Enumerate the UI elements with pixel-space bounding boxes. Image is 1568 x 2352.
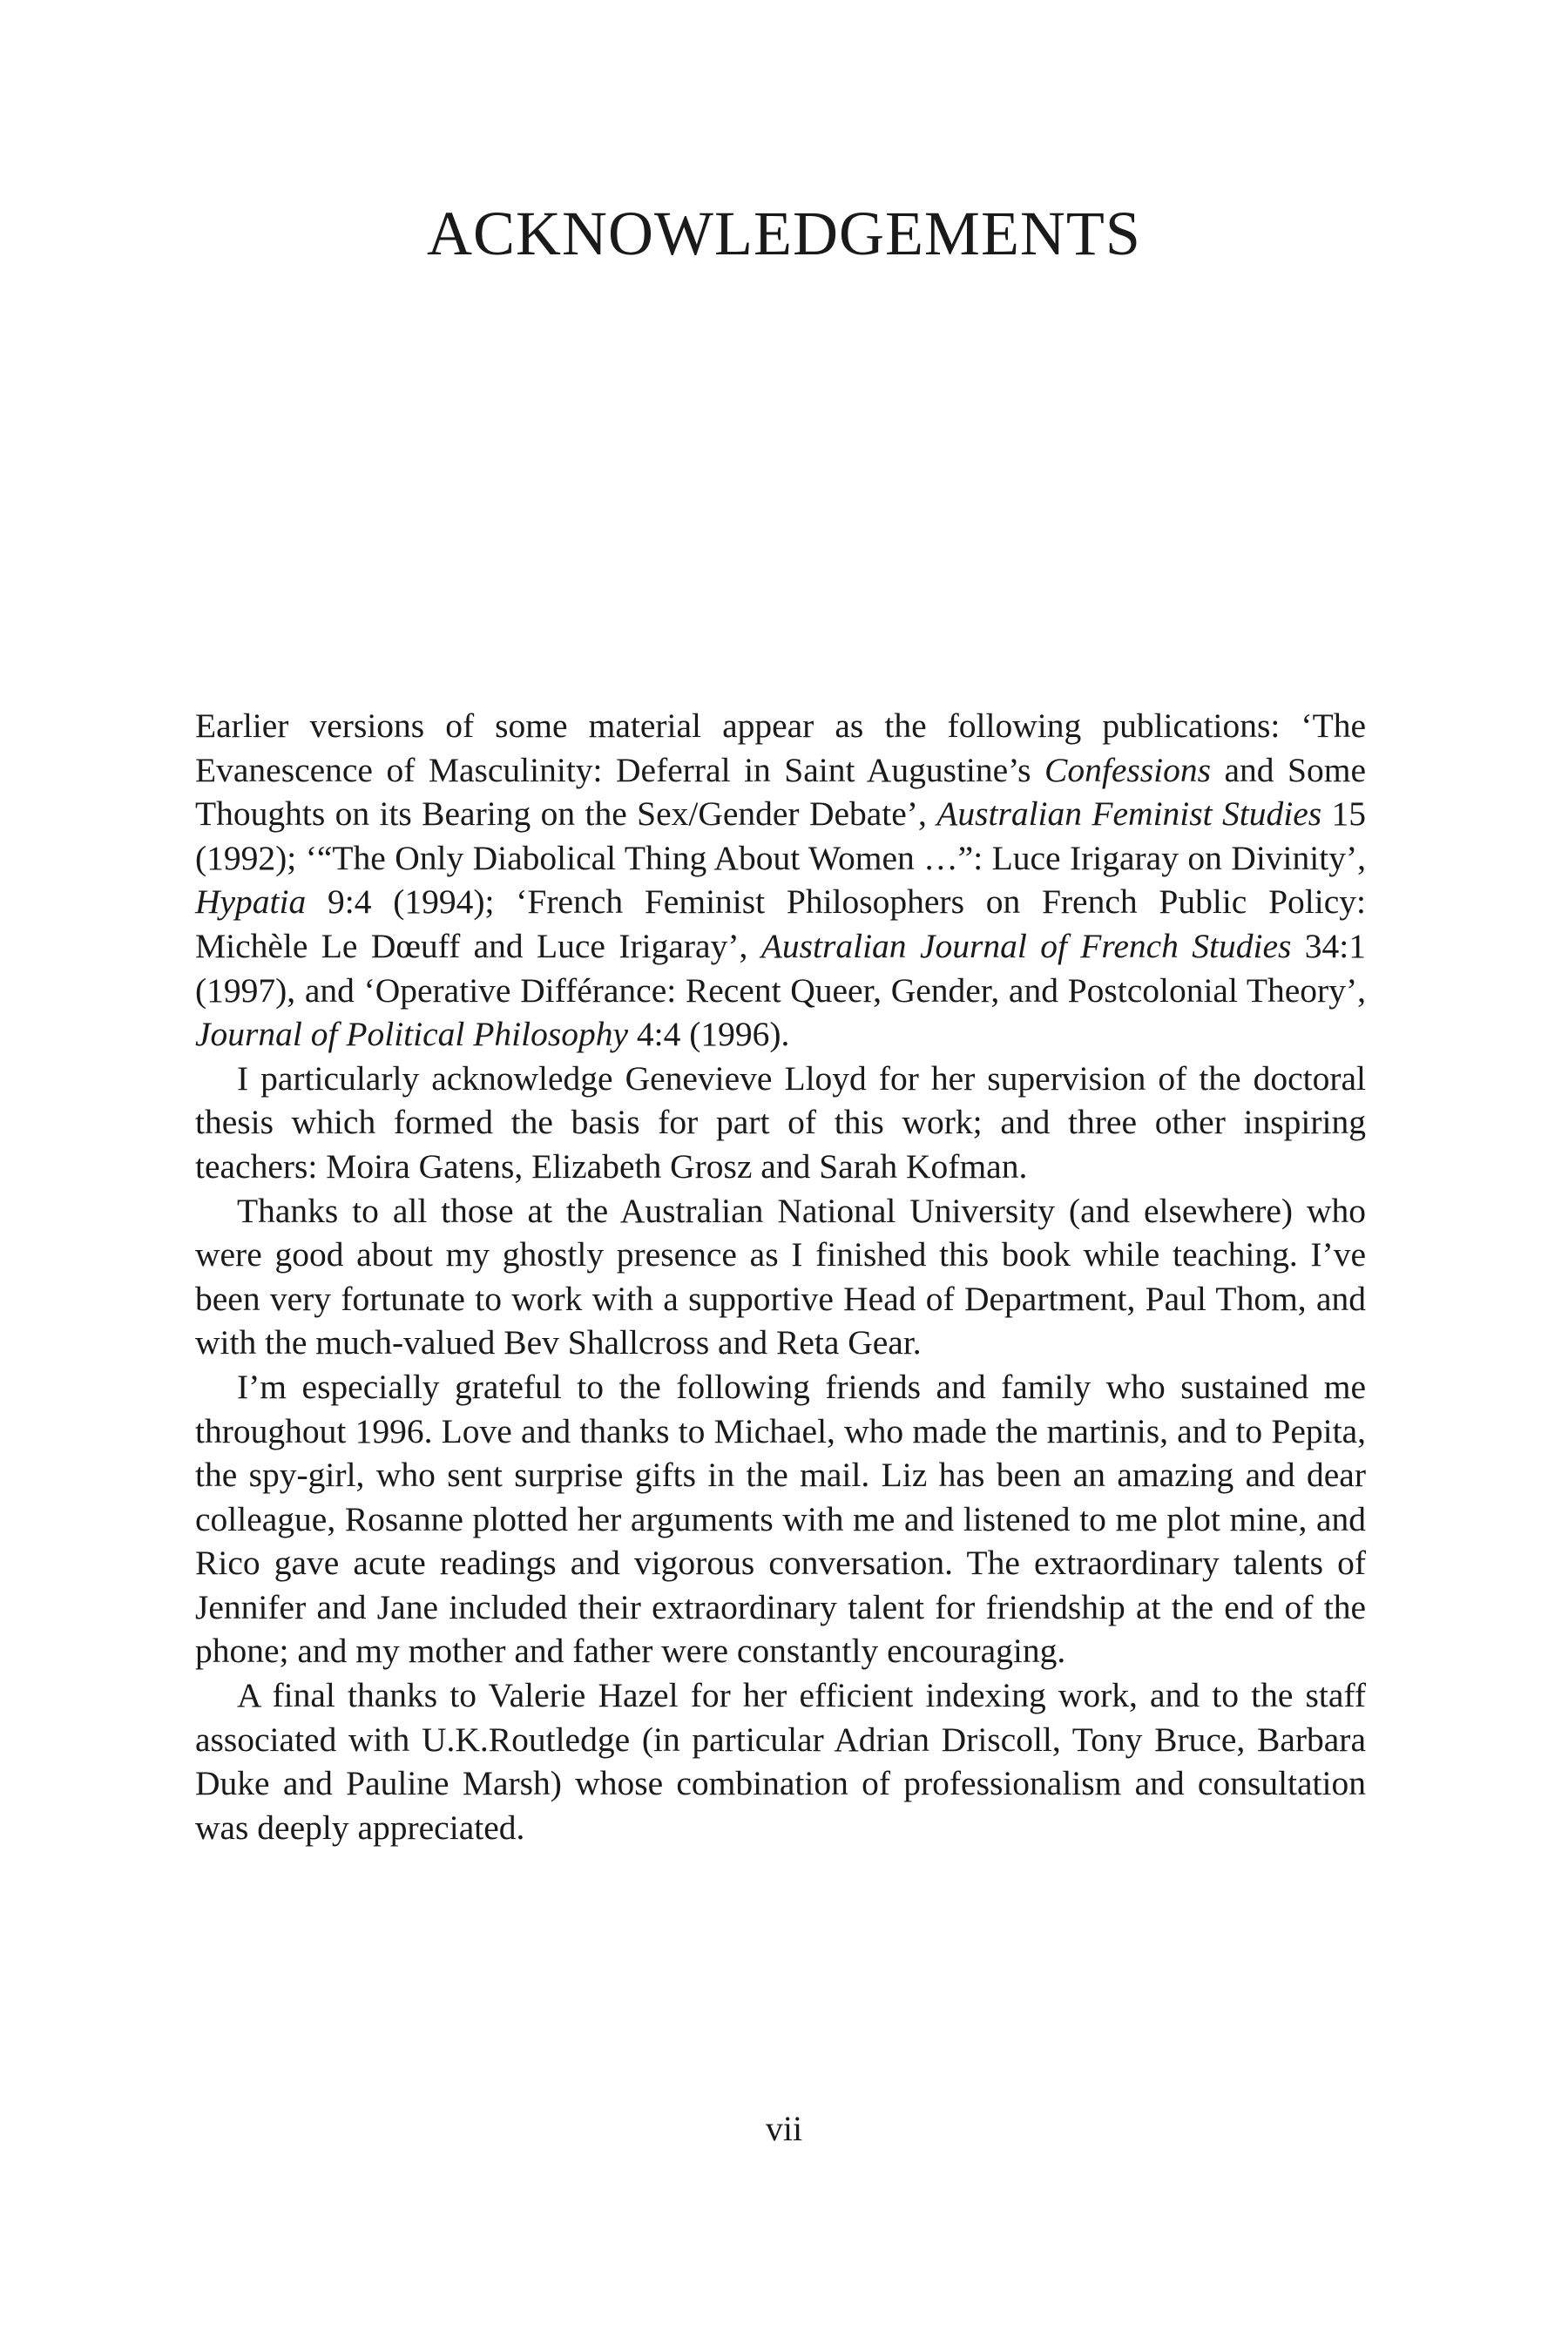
publication-title: Journal of Political Philosophy [195,1015,628,1054]
text-run: A final thanks to Valerie Hazel for her efficient indexing work, and to the staff associated with U.K.Routledge (in particular Adrian Driscoll, Tony Bruce, Barbara Duke and Pauline Marsh) whose combination of professionalism and consultation was deeply appreciated. [195,1676,1366,1847]
text-run: I particularly acknowledge Genevieve Lloyd for her supervision of the doctoral thesis which formed the basis for part of this work; and three other inspiring teachers: Moira Gatens, Elizabeth Grosz and Sarah Kofman. [195,1058,1366,1186]
page-title: ACKNOWLEDGEMENTS [427,199,1141,268]
page-number: vii [765,2109,803,2148]
paragraph-supervision [195,1057,1366,1189]
publication-title: Hypatia [195,882,307,922]
text-run: Thanks to all those at the Australian National University (and elsewhere) who were good about my ghostly presence as I finished this book while teaching. I’ve been very fortunate to work with a supportive Head of Department, Paul Thom, and with the much-valued Bev Shallcross and Reta Gear. [195,1191,1366,1362]
paragraph-publications [195,704,1366,1057]
paragraph-anu-thanks [195,1189,1366,1365]
publication-title: Confessions [1044,750,1211,789]
text-run: Earlier versions of some material appear as the following publications: ‘The Evanescence of Masculinity: Deferral in Saint Augustine’s [195,706,1366,789]
paragraph-friends-family [195,1365,1366,1673]
text-run: and Some Thoughts on its Bearing on the Sex/Gender Debate’, [195,750,1366,834]
text-run: 4:4 (1996). [628,1015,790,1054]
publication-title: Australian Journal of French Studies [760,926,1292,965]
text-run: 9:4 (1994); ‘French Feminist Philosophers on French Public Policy: Michèle Le Dœuff and Luce Irigaray’, [195,882,1366,965]
text-run: 15 (1992); ‘“The Only Diabolical Thing About Women …”: Luce Irigaray on Divinity’, [195,794,1366,877]
text-run: 34:1 (1997), and ‘Operative Différance: Recent Queer, Gender, and Postcolonial Theory’, [195,926,1366,1010]
acknowledgements-body [195,704,1366,1849]
publication-title: Australian Feminist Studies [936,794,1322,834]
paragraph-final-thanks [195,1673,1366,1849]
text-run: I’m especially grateful to the following friends and family who sustained me throughout 1996. Love and thanks to Michael, who made the martinis, and to Pepita, the spy-girl, who sent surprise gifts in the mail. Liz has been an amazing and dear colleague, Rosanne plotted her arguments with me and listened to me plot mine, and Rico gave acute readings and vigorous conversation. The extraordinary talents of Jennifer and Jane included their extraordinary talent for friendship at the end of the phone; and my mother and father were constantly encouraging. [195,1367,1366,1671]
